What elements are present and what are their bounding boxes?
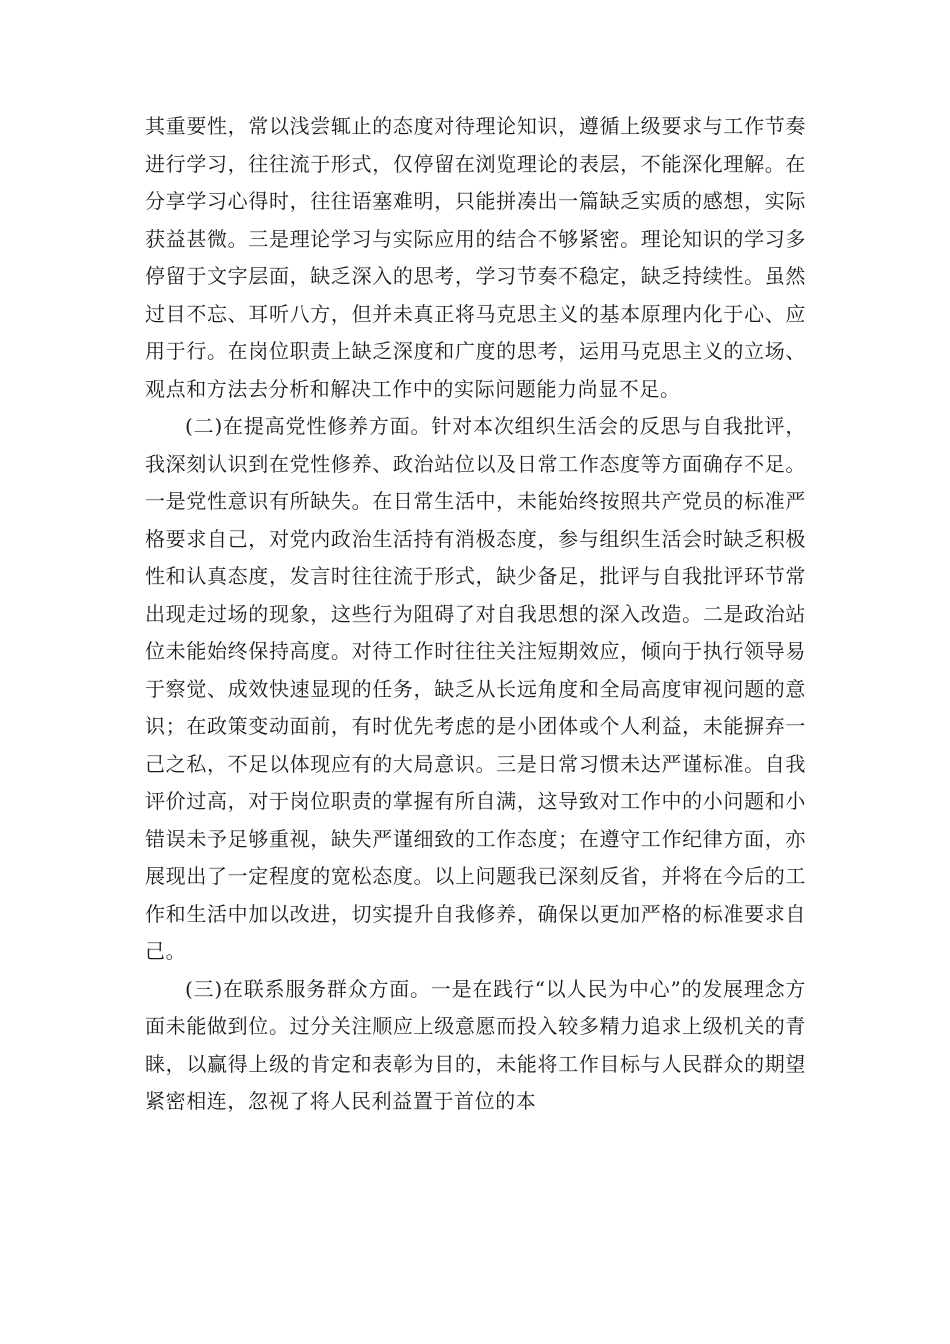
paragraph-party-cultivation: (二)在提高党性修养方面。针对本次组织生活会的反思与自我批评，我深刻认识到在党性修养、政治站位以及日常工作态度等方面确存不足。一是党性意识有所缺失。在日常生活中，未能始终按照共产党员的标准严格要求自己，对党内政治生活持有消极态度，参与组织生活会时缺乏积极性和认真态度，发言时往往流于形式，缺少备足，批评与自我批评环节常出现走过场的现象，这些行为阻碍了对自我思想的深入改造。二是政治站位未能始终保持高度。对待工作时往往关注短期效应，倾向于执行领导易于察觉、成效快速显现的任务，缺乏从长远角度和全局高度审视问题的意识；在政策变动面前，有时优先考虑的是小团体或个人利益，未能摒弃一己之私，不足以体现应有的大局意识。三是日常习惯未达严谨标准。自我评价过高，对于岗位职责的掌握有所自满，这导致对工作中的小问题和小错误未予足够重视，缺失严谨细致的工作态度；在遵守工作纪律方面，亦展现出了一定程度的宽松态度。以上问题我已深刻反省，并将在今后的工作和生活中加以改进，切实提升自我修养，确保以更加严格的标准要求自己。 xyxy=(145,414,806,963)
paragraph-theory-study: 其重要性，常以浅尝辄止的态度对待理论知识，遵循上级要求与工作节奏进行学习，往往流于形式，仅停留在浏览理论的表层，不能深化理解。在分享学习心得时，往往语塞难明，只能拼凑出一篇缺乏实质的感想，实际获益甚微。三是理论学习与实际应用的结合不够紧密。理论知识的学习多停留于文字层面，缺乏深入的思考，学习节奏不稳定，缺乏持续性。虽然过目不忘、耳听八方，但并未真正将马克思主义的基本原理内化于心、应用于行。在岗位职责上缺乏深度和广度的思考，运用马克思主义的立场、观点和方法去分析和解决工作中的实际问题能力尚显不足。 xyxy=(145,114,806,401)
paragraph-serving-masses: (三)在联系服务群众方面。一是在践行“以人民为中心”的发展理念方面未能做到位。过分关注顺应上级意愿而投入较多精力追求上级机关的青睐，以赢得上级的肯定和表彰为目的，未能将工作目标与人民群众的期望紧密相连，忽视了将人民利益置于首位的本 xyxy=(145,976,806,1113)
document-page xyxy=(145,108,806,1121)
